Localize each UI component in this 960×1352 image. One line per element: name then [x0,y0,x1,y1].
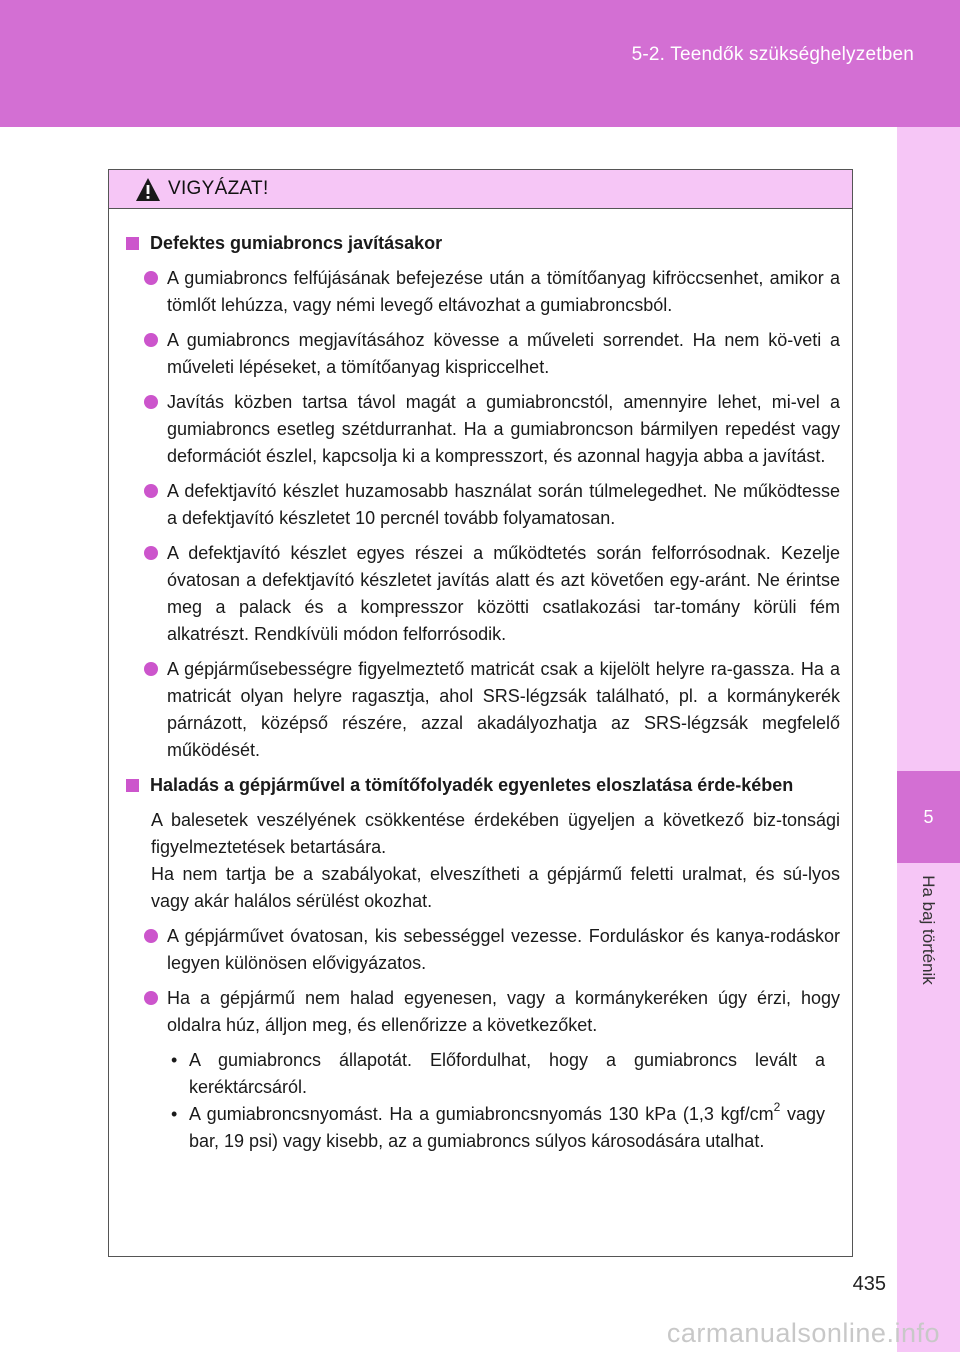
list-item: Ha a gépjármű nem halad egyenesen, vagy a kormánykeréken úgy érzi, hogy oldalra húz, álljon meg, és ellenőrizze a következőket. [126,985,840,1039]
watermark: carmanualsonline.info [666,1318,940,1348]
list-item: A gépjárművet óvatosan, kis sebességgel vezesse. Forduláskor és kanya-rodáskor legyen különösen elővigyázatos. [126,923,840,977]
square-bullet-icon [126,237,139,250]
caution-box [108,169,853,1257]
caution-header [109,170,852,209]
section-heading: Defektes gumiabroncs javításakor [126,230,840,257]
circle-bullet-icon [144,271,158,285]
bullet-icon: • [171,1050,178,1070]
page-header [0,0,960,127]
caution-title: VIGYÁZAT! [168,178,269,199]
square-bullet-icon [126,779,139,792]
circle-bullet-icon [144,546,158,560]
sub-list-item: • A gumiabroncs állapotát. Előfordulhat, hogy a gumiabroncs levált a keréktárcsáról. [126,1047,840,1101]
circle-bullet-icon [144,484,158,498]
section-title: 5-2. Teendők szükséghelyzetben [631,44,914,65]
side-tab [897,127,960,1352]
list-item: A gépjárműsebességre figyelmeztető matricát csak a kijelölt helyre ra-gassza. Ha a matricát olyan helyre ragasztja, ahol SRS-légzsák található, pl. a kormánykerék párnázott, középső részére, azzal akadályozhatja az SRS-légzsák megfelelő működését. [126,656,840,764]
list-item: Javítás közben tartsa távol magát a gumiabroncstól, amennyire lehet, mi-vel a gumiabroncs esetleg szétdurranhat. Ha a gumiabroncson bármilyen repedést vagy deformációt észlel, kapcsolja ki a kompresszort, és azonnal hagyja abba a javítást. [126,389,840,470]
side-tab-title: Ha baj történik [919,875,938,985]
list-item: A gumiabroncs felfújásának befejezése után a tömítőanyag kifröccsenhet, amikor a tömlőt lehúzza, vagy némi levegő eltávozhat a gumiabroncsból. [126,265,840,319]
list-item: A defektjavító készlet huzamosabb használat során túlmelegedhet. Ne működtesse a defektjavító készletet 10 percnél tovább folyamatosan. [126,478,840,532]
side-tab-number: 5 [897,771,960,863]
circle-bullet-icon [144,662,158,676]
circle-bullet-icon [144,333,158,347]
circle-bullet-icon [144,929,158,943]
intro-paragraph: A balesetek veszélyének csökkentése érdekében ügyeljen a következő biz-tonsági figyelmeztetések betartására. Ha nem tartja be a szabályokat, elveszítheti a gépjármű feletti uralmat, és sú-lyos vagy akár halálos sérülést okozhat. [151,810,840,911]
page-number: 435 [852,1273,886,1295]
list-item: A gumiabroncs megjavításához kövesse a műveleti sorrendet. Ha nem kö-veti a műveleti lépéseket, a tömítőanyag kispriccelhet. [126,327,840,381]
bullet-icon: • [171,1104,178,1124]
circle-bullet-icon [144,991,158,1005]
section-heading: Haladás a gépjárművel a tömítőfolyadék egyenletes eloszlatása érde-kében [126,772,840,799]
sub-list-item: • A gumiabroncsnyomást. Ha a gumiabroncsnyomás 130 kPa (1,3 kgf/$cm^2$ vagy bar, 19 psi) vagy kisebb, az a gumiabroncs súlyos károsodására utalhat. [171,1100,825,1151]
warning-icon [135,177,161,202]
list-item: A defektjavító készlet egyes részei a működtetés során felforrósodnak. Kezelje óvatosan a defektjavító készletet javítás alatt és azt követően egy-aránt. Ne érintse meg a palack és a kompresszor közötti csatlakozási tar-tomány körüli fém alkatrészt. Rendkívüli módon felforrósodik. [126,540,840,648]
caution-body [109,209,852,1155]
circle-bullet-icon [144,395,158,409]
